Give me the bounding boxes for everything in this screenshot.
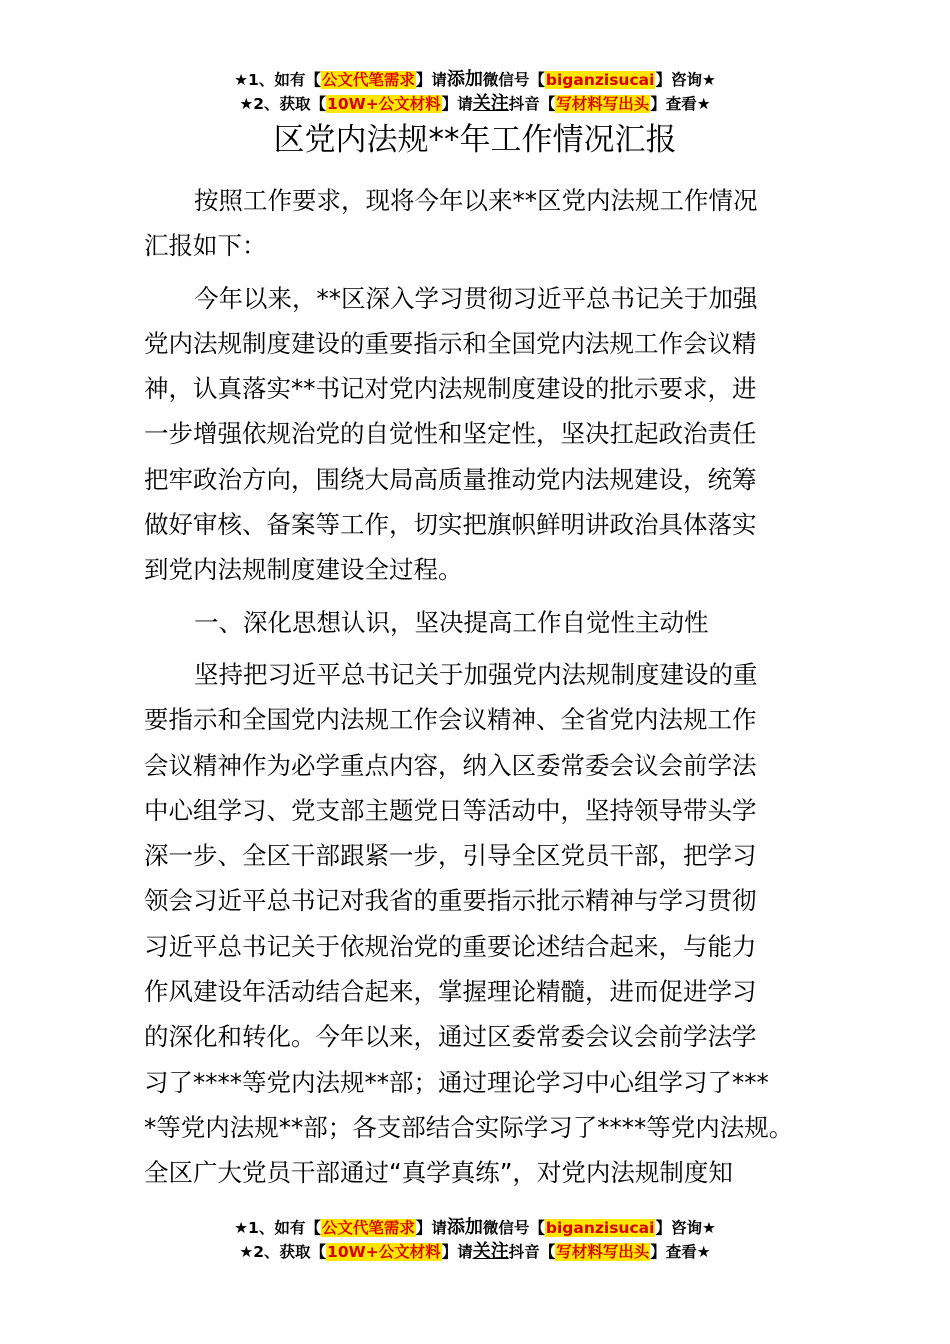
banner-highlight: biganzisucai [545,71,655,89]
banner-line-2 [0,92,950,116]
banner-emphasis: 添加 [446,69,483,90]
paragraph [144,178,810,269]
banner-highlight: 写材料写出头 [556,95,650,113]
text-line: 领会习近平总书记对我省的重要指示批示精神与学习贯彻 [144,886,757,916]
text-line: 做好审核、备案等工作，切实把旗帜鲜明讲政治具体落实 [144,510,757,540]
text-line: 到党内法规制度建设全过程。 [144,555,463,585]
paragraph [144,276,810,593]
banner-text: 】请 [415,71,447,89]
banner-emphasis: 关注 [472,1241,509,1262]
banner-highlight: 公文代笔需求 [321,71,415,89]
banner-emphasis: 关注 [472,93,509,114]
text-line: 今年以来，**区深入学习贯彻习近平总书记关于加强 [194,283,758,313]
paragraph [144,652,810,1196]
text-line: 坚持把习近平总书记关于加强党内法规制度建设的重 [194,659,758,689]
banner-highlight: 10W+公文材料 [327,95,441,113]
text-line: 按照工作要求，现将今年以来**区党内法规工作情况 [194,186,758,215]
header-banner [0,68,950,116]
banner-text: 】请 [415,1219,447,1237]
banner-text: ★1、如有【 [234,1219,321,1237]
banner-line-1 [0,68,950,92]
text-line: 会议精神作为必学重点内容，纳入区委常委会议会前学法 [144,750,757,780]
banner-text: 微信号【 [482,71,545,89]
banner-text: 】查看★ [650,1243,711,1261]
document-body [144,178,810,1196]
paragraph-gap [144,269,810,276]
banner-highlight: biganzisucai [545,1219,655,1237]
banner-text: 抖音【 [508,95,556,113]
text-line: *等党内法规**部；各支部结合实际学习了****等党内法规。 [144,1112,794,1142]
text-line: 党内法规制度建设的重要指示和全国党内法规工作会议精 [144,328,757,358]
text-line: 一步增强依规治党的自觉性和坚定性，坚决扛起政治责任 [144,419,757,449]
text-line: 汇报如下： [144,231,267,261]
text-line: 习近平总书记关于依规治党的重要论述结合起来，与能力 [144,931,757,961]
banner-highlight: 公文代笔需求 [321,1219,415,1237]
text-line: 作风建设年活动结合起来，掌握理论精髓，进而促进学习 [144,977,757,1007]
text-line: 全区广大党员干部通过“真学真练”，对党内法规制度知 [144,1158,733,1188]
banner-highlight: 写材料写出头 [556,1243,650,1261]
banner-highlight: 10W+公文材料 [327,1243,441,1261]
banner-text: ★2、获取【 [239,95,327,113]
text-line: 中心组学习、党支部主题党日等活动中，坚持领导带头学 [144,795,757,825]
footer-banner [0,1216,950,1264]
banner-line-2 [0,1240,950,1264]
text-line: 习了****等党内法规**部；通过理论学习中心组学习了*** [144,1067,769,1097]
banner-text: ★2、获取【 [239,1243,327,1261]
banner-emphasis: 添加 [446,1217,483,1238]
section-heading [144,600,810,645]
banner-text: 】咨询★ [655,71,716,89]
banner-line-1 [0,1216,950,1240]
banner-text: ★1、如有【 [234,71,321,89]
banner-text: 】请 [441,1243,473,1261]
paragraph-gap [144,593,810,600]
banner-text: 】请 [441,95,473,113]
text-line: 深一步、全区干部跟紧一步，引导全区党员干部，把学习 [144,841,757,871]
banner-text: 】咨询★ [655,1219,716,1237]
banner-text: 抖音【 [508,1243,556,1261]
paragraph-gap [144,645,810,652]
text-line: 要指示和全国党内法规工作会议精神、全省党内法规工作 [144,705,757,735]
text-line: 一、深化思想认识，坚决提高工作自觉性主动性 [194,607,709,637]
document-title: 区党内法规**年工作情况汇报 [273,122,677,158]
banner-text: 微信号【 [482,1219,545,1237]
text-line: 把牢政治方向，围绕大局高质量推动党内法规建设，统筹 [144,464,757,494]
text-line: 神，认真落实**书记对党内法规制度建设的批示要求，进 [144,374,757,404]
text-line: 的深化和转化。今年以来，通过区委常委会议会前学法学 [144,1022,757,1052]
banner-text: 】查看★ [650,95,711,113]
